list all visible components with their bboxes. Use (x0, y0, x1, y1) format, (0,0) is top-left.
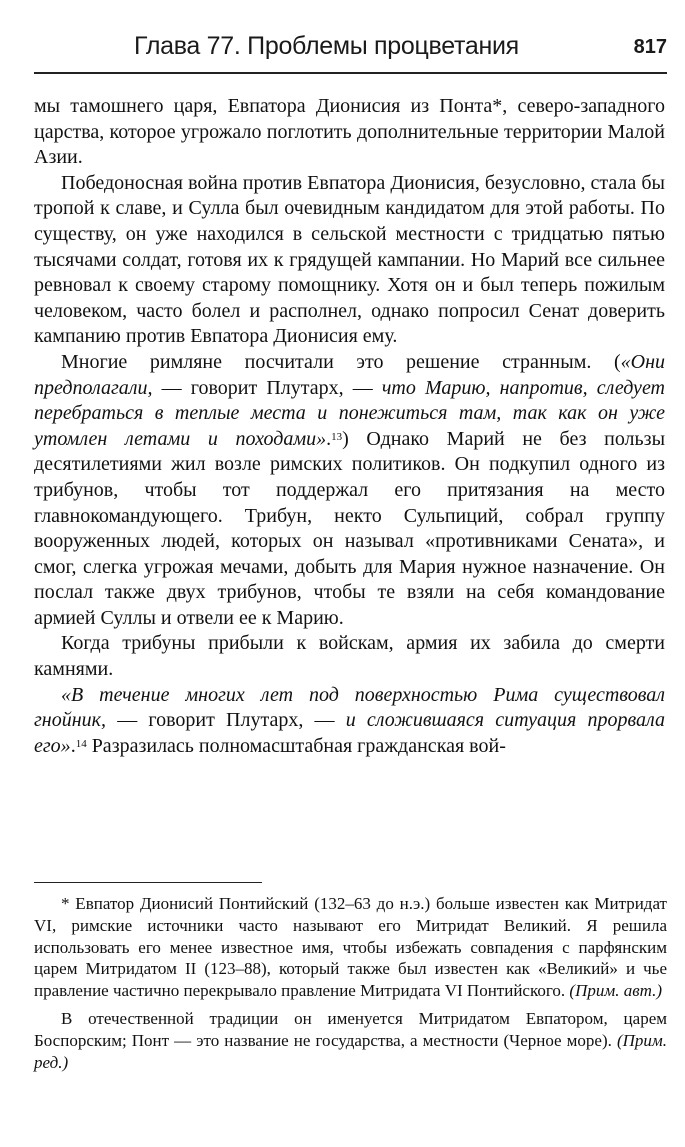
footnote-editor-credit: (Прим. ред.) (34, 1030, 667, 1072)
paragraph-1: мы тамошнего царя, Евпатора Дионисия из Понта*, северо-западного царства, которое угрожало поглотить дополнительные территории Малой Азии. (34, 95, 665, 169)
footnote-author-text: * Евпатор Дионисий Понтийский (132–63 до н.э.) больше известен как Митридат VI, римские источники часто называют его Митридат Великий. Я решила использовать его менее известное имя, чтобы избежать совпадения с парфянским царем Митридатом II (123–88), который также был известен как «Великий» и чье правление частично перекрывало правление Митридата VI Понтийского. (34, 894, 667, 1001)
footnote-author-credit: (Прим. авт.) (569, 981, 662, 1001)
plutarch-quote-1: «Они предполагали, (34, 350, 665, 399)
footnote-editor (34, 1008, 667, 1073)
paragraph-5-text-c: Разразилась полномасштабная гражданская вой- (86, 734, 506, 757)
chapter-title: Глава 77. Проблемы процветания (134, 32, 519, 60)
paragraph-3-text-b: — говорит Плутарх, — (152, 376, 382, 399)
page-number: 817 (633, 36, 667, 58)
header-rule (34, 72, 667, 74)
main-text (34, 94, 665, 759)
plutarch-quote-4: и сложившаяся ситуация прорвала его» (34, 709, 665, 757)
paragraph-3 (34, 350, 665, 632)
paragraph-5-text-b: . (70, 734, 76, 757)
footnote-separator (34, 882, 262, 883)
paragraph-5 (34, 683, 665, 760)
plutarch-quote-3: «В течение многих лет под поверхностью Рима существовал гнойник, (34, 683, 665, 732)
endnote-marker-14: 14 (75, 737, 87, 750)
footnotes (34, 893, 667, 1079)
paragraph-2: Победоносная война против Евпатора Дионисия, безусловно, стала бы тропой к славе, и Сулла был очевидным кандидатом для этой работы. По существу, он уже находился в сельской местности с тридцатью пятью тысячами солдат, готовя их к грядущей кампании. Но Марий все сильнее ревновал к своему старому помощнику. Хотя он и был теперь пожилым человеком, часто болел и располнел, однако попросил Сенат доверить кампанию против Евпатора Дионисия ему. (34, 171, 665, 348)
running-header (34, 28, 667, 64)
footnote-editor-text: В отечественной традиции он именуется Митридатом Евпатором, царем Боспорским; Понт — это название не государства, а местности (Черное море). (34, 1008, 667, 1050)
paragraph-3-text-d: ) Однако Марий не без пользы десятилетиями жил возле римских политиков. Он подкупил одного из трибунов, чтобы тот поддержал его притязания на место главнокомандующего. Трибун, некто Сульпиций, собрал группу вооруженных людей, которых он называл «противниками Сената», и смог, слегка угрожая мечами, добыть для Мария нужное назначение. Он послал также двух трибунов, чтобы те взяли на себя командование армией Суллы и отвели ее к Марию. (34, 427, 665, 629)
footnote-author (34, 893, 667, 1002)
paragraph-3-text-c: . (326, 427, 332, 450)
paragraph-3-text-a: Многие римляне посчитали это решение странным. ( (61, 350, 621, 373)
endnote-marker-13: 13 (331, 430, 343, 443)
plutarch-quote-2: что Марию, напротив, следует перебраться в теплые места и понежиться там, так как он уже утомлен летами и походами» (34, 376, 665, 450)
paragraph-5-text-a: — говорит Плутарх, — (106, 709, 346, 732)
paragraph-4: Когда трибуны прибыли к войскам, армия их забила до смерти камнями. (34, 632, 665, 681)
